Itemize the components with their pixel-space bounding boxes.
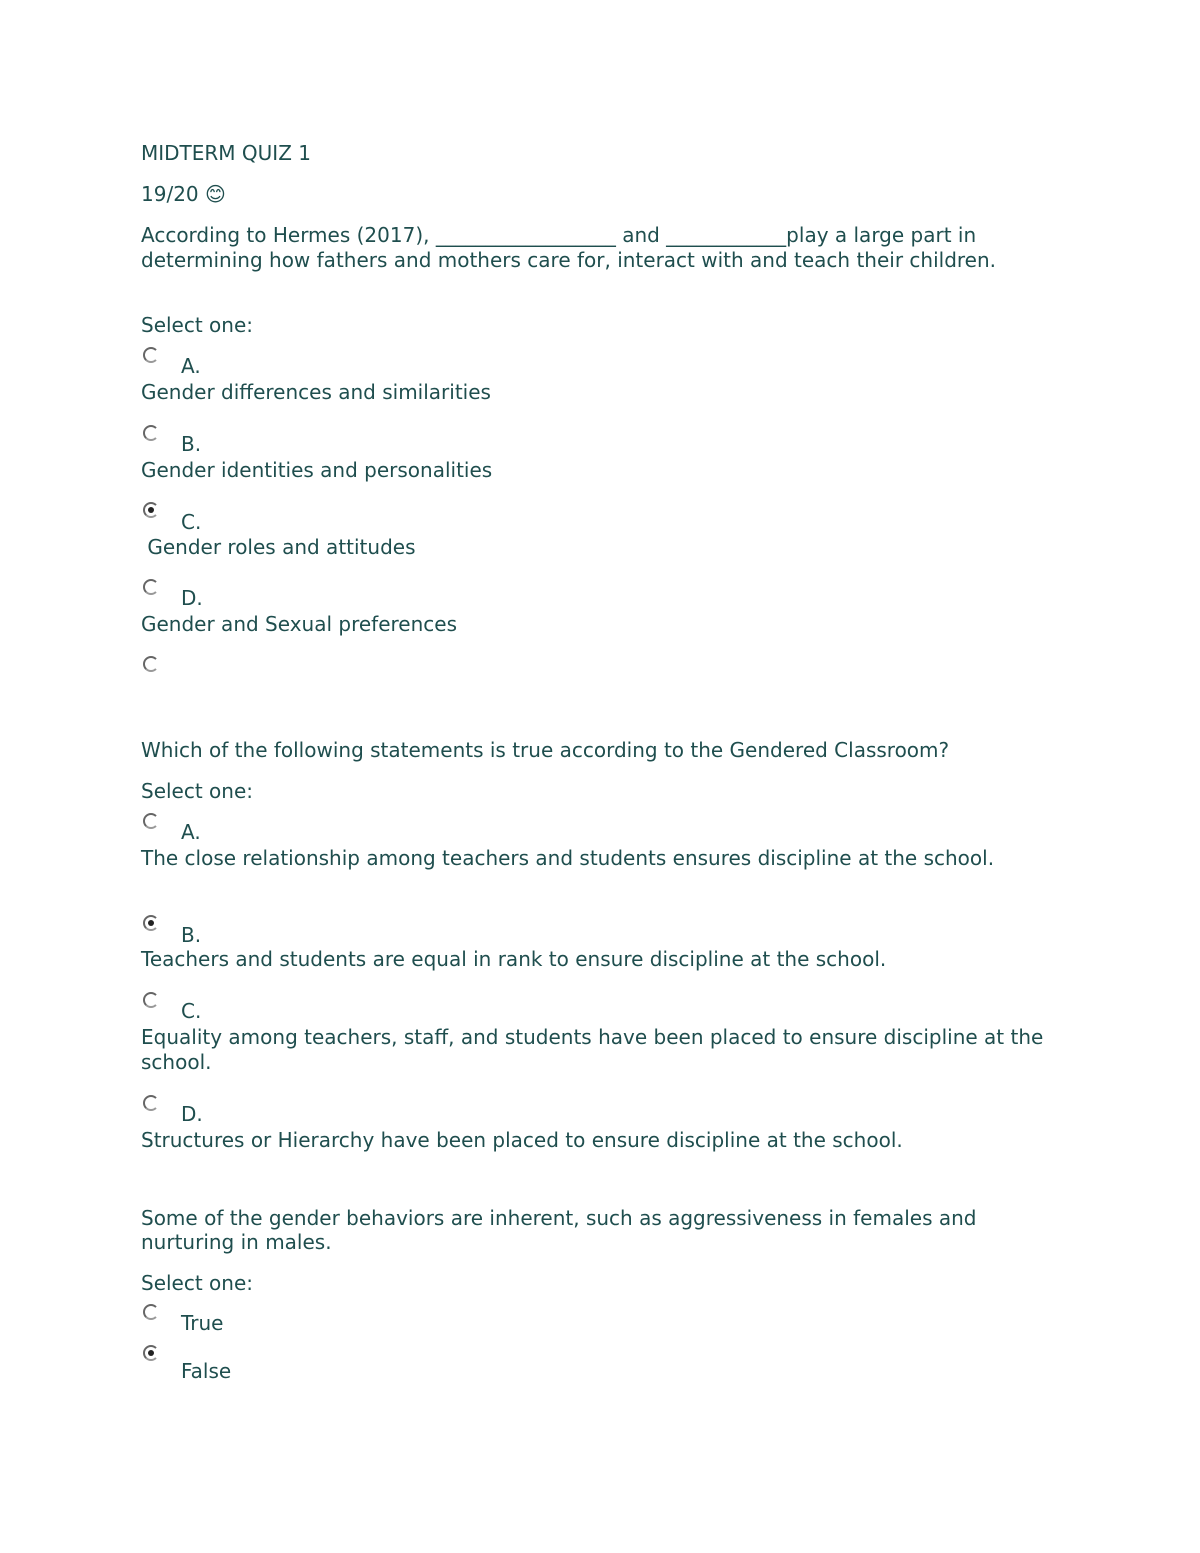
question-3-text: Some of the gender behaviors are inherent, such as aggressiveness in females and nurturing in males. [141, 1206, 977, 1254]
q1-option-a-text: Gender differences and similarities [141, 380, 491, 404]
q2-option-c-text: Equality among teachers, staff, and students have been placed to ensure discipline at the school. [141, 1025, 1044, 1074]
question-1-select-label: Select one: [141, 313, 254, 337]
question-2-select-label: Select one: [141, 779, 254, 803]
score: 19/20 😊 [141, 182, 226, 206]
q2-option-a-letter: A. [181, 820, 201, 844]
q2-option-d-radio[interactable] [143, 1095, 159, 1111]
q2-option-d-text: Structures or Hierarchy have been placed to ensure discipline at the school. [141, 1128, 903, 1152]
q1-option-b-letter: B. [181, 432, 202, 456]
q1-option-b-radio[interactable] [143, 425, 159, 441]
q1-option-b-text: Gender identities and personalities [141, 458, 493, 482]
q2-option-b-text: Teachers and students are equal in rank to ensure discipline at the school. [141, 947, 887, 971]
q3-option-true-radio[interactable] [143, 1304, 159, 1320]
q3-option-true-text: True [181, 1311, 224, 1335]
q1-clear-radio[interactable] [143, 656, 159, 672]
q2-option-a-radio[interactable] [143, 813, 159, 829]
question-1-text: According to Hermes (2017), __________________ and ____________play a large part in determining how fathers and mothers care for, interact with and teach their children. [141, 223, 997, 272]
q3-option-false-radio[interactable] [143, 1345, 159, 1361]
q1-option-c-radio[interactable] [143, 502, 159, 518]
q2-option-b-radio[interactable] [143, 915, 159, 931]
question-3-select-label: Select one: [141, 1271, 254, 1295]
q1-option-d-radio[interactable] [143, 579, 159, 595]
page-title: MIDTERM QUIZ 1 [141, 141, 311, 165]
q3-option-false-text: False [181, 1359, 232, 1383]
question-2-text: Which of the following statements is true according to the Gendered Classroom? [141, 738, 950, 762]
q1-option-d-text: Gender and Sexual preferences [141, 612, 457, 636]
q1-option-c-text: Gender roles and attitudes [141, 535, 416, 559]
q2-option-b-letter: B. [181, 923, 202, 947]
q2-option-a-text: The close relationship among teachers and students ensures discipline at the school. [141, 846, 995, 870]
q1-option-a-letter: A. [181, 354, 201, 378]
q1-option-a-radio[interactable] [143, 347, 159, 363]
q1-option-d-letter: D. [181, 586, 203, 610]
q2-option-d-letter: D. [181, 1102, 203, 1126]
q2-option-c-letter: C. [181, 999, 202, 1023]
q1-option-c-letter: C. [181, 510, 202, 534]
q2-option-c-radio[interactable] [143, 992, 159, 1008]
